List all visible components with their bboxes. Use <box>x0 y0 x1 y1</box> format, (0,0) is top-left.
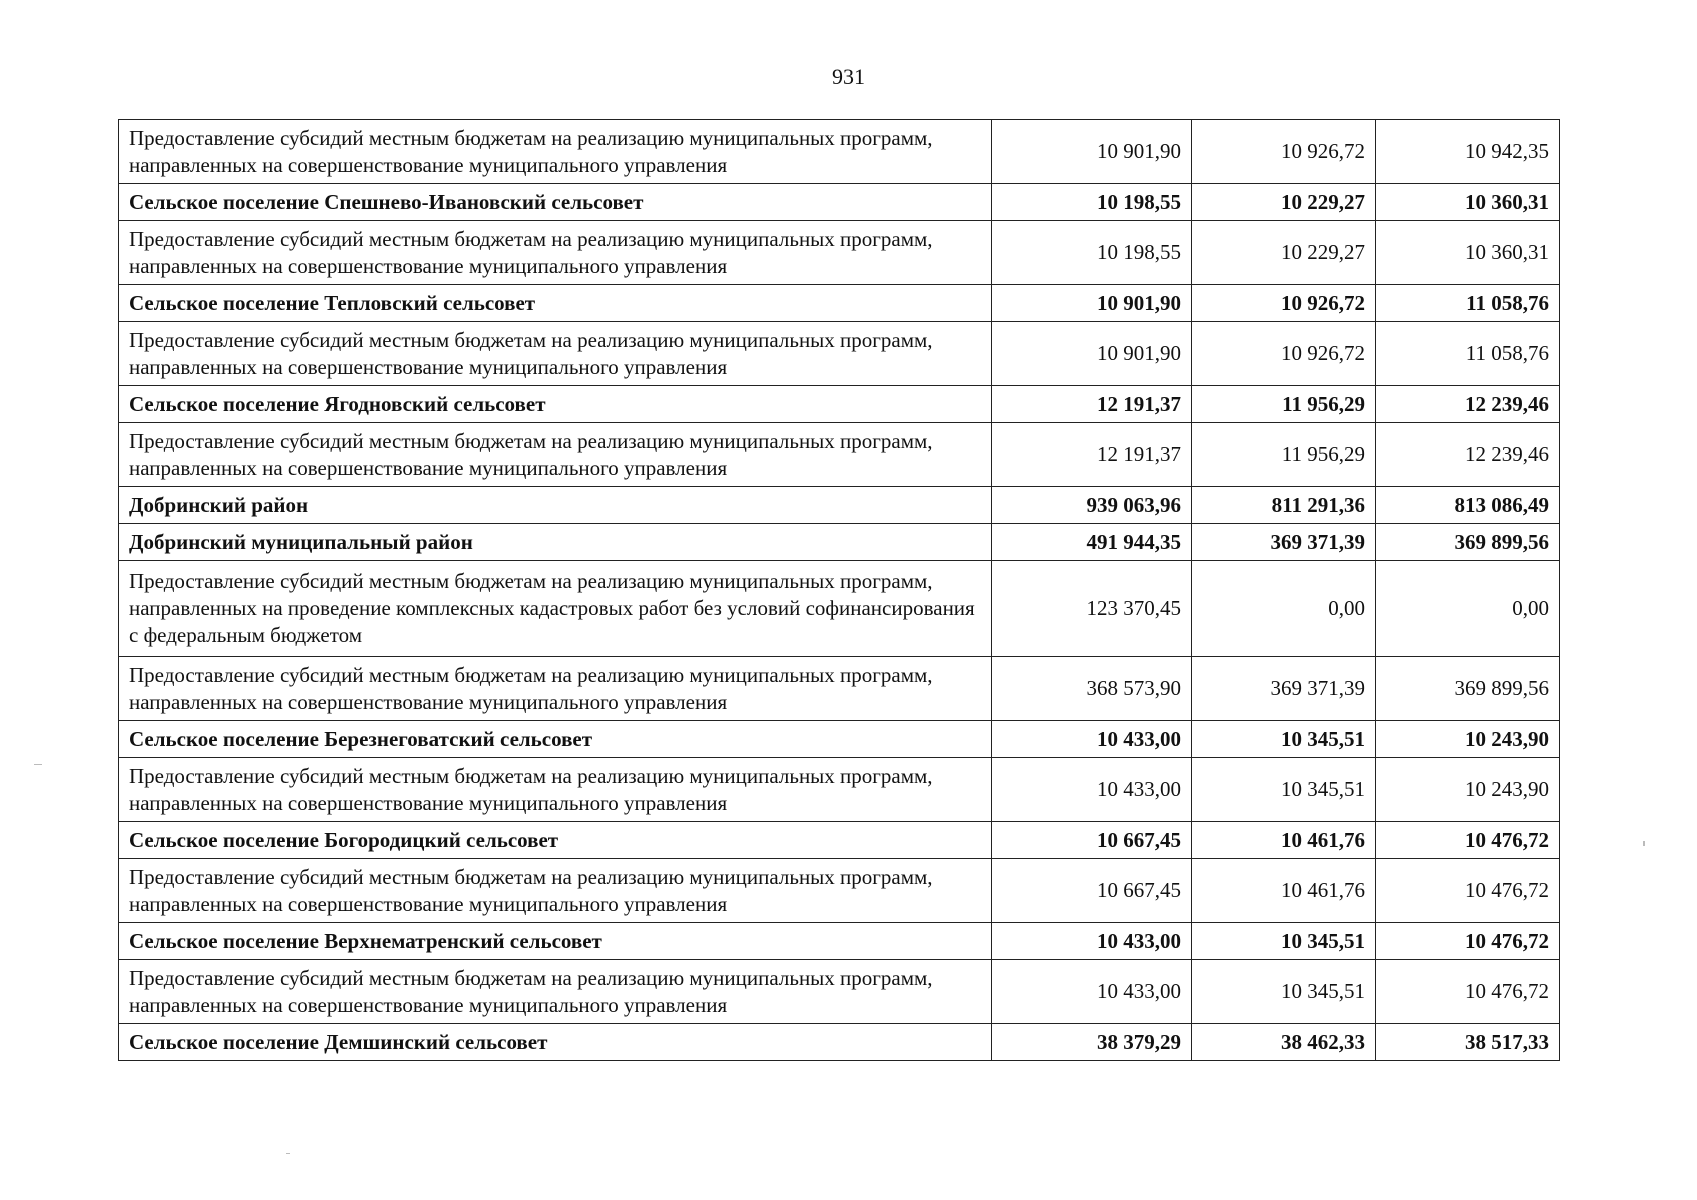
value-col-2: 10 229,27 <box>1192 184 1376 221</box>
scan-speck <box>286 1153 290 1154</box>
table-row-item <box>119 322 1560 386</box>
value-col-3: 10 360,31 <box>1376 184 1560 221</box>
row-name: Предоставление субсидий местным бюджетам на реализацию муниципальных программ, направленных на совершенствование муниципального управления <box>119 960 992 1024</box>
value-col-3: 10 476,72 <box>1376 859 1560 923</box>
table-row-header <box>119 923 1560 960</box>
value-col-1: 123 370,45 <box>992 561 1192 657</box>
row-name: Сельское поселение Богородицкий сельсовет <box>119 822 992 859</box>
value-col-1: 368 573,90 <box>992 657 1192 721</box>
value-col-1: 10 433,00 <box>992 758 1192 822</box>
value-col-1: 10 198,55 <box>992 184 1192 221</box>
value-col-3: 10 476,72 <box>1376 822 1560 859</box>
row-name: Предоставление субсидий местным бюджетам на реализацию муниципальных программ, направленных на совершенствование муниципального управления <box>119 859 992 923</box>
table-row-header <box>119 487 1560 524</box>
value-col-3: 10 942,35 <box>1376 120 1560 184</box>
value-col-1: 10 433,00 <box>992 960 1192 1024</box>
table-row-header <box>119 822 1560 859</box>
row-name: Сельское поселение Верхнематренский сельсовет <box>119 923 992 960</box>
value-col-1: 10 901,90 <box>992 285 1192 322</box>
value-col-3: 813 086,49 <box>1376 487 1560 524</box>
row-name: Предоставление субсидий местным бюджетам на реализацию муниципальных программ, направленных на совершенствование муниципального управления <box>119 120 992 184</box>
value-col-1: 12 191,37 <box>992 386 1192 423</box>
value-col-2: 11 956,29 <box>1192 386 1376 423</box>
value-col-1: 10 433,00 <box>992 721 1192 758</box>
row-name: Предоставление субсидий местным бюджетам на реализацию муниципальных программ, направленных на совершенствование муниципального управления <box>119 221 992 285</box>
table-row-header <box>119 1024 1560 1061</box>
value-col-3: 12 239,46 <box>1376 386 1560 423</box>
table-row-header <box>119 184 1560 221</box>
value-col-2: 369 371,39 <box>1192 657 1376 721</box>
scan-speck <box>1643 841 1645 846</box>
row-name: Сельское поселение Демшинский сельсовет <box>119 1024 992 1061</box>
value-col-3: 10 476,72 <box>1376 960 1560 1024</box>
value-col-2: 10 926,72 <box>1192 120 1376 184</box>
value-col-3: 369 899,56 <box>1376 524 1560 561</box>
page-number: 931 <box>832 64 865 89</box>
table-row-item <box>119 120 1560 184</box>
row-name: Сельское поселение Спешнево-Ивановский сельсовет <box>119 184 992 221</box>
row-name: Сельское поселение Тепловский сельсовет <box>119 285 992 322</box>
row-name: Предоставление субсидий местным бюджетам на реализацию муниципальных программ, направленных на проведение комплексных кадастровых работ без условий софинансирования с федеральным бюджетом <box>119 561 992 657</box>
value-col-3: 12 239,46 <box>1376 423 1560 487</box>
value-col-2: 10 345,51 <box>1192 960 1376 1024</box>
table-row-header <box>119 524 1560 561</box>
row-name: Предоставление субсидий местным бюджетам на реализацию муниципальных программ, направленных на совершенствование муниципального управления <box>119 758 992 822</box>
row-name: Предоставление субсидий местным бюджетам на реализацию муниципальных программ, направленных на совершенствование муниципального управления <box>119 322 992 386</box>
row-name: Добринский муниципальный район <box>119 524 992 561</box>
value-col-1: 491 944,35 <box>992 524 1192 561</box>
value-col-1: 10 901,90 <box>992 120 1192 184</box>
value-col-2: 369 371,39 <box>1192 524 1376 561</box>
table-row-header <box>119 721 1560 758</box>
value-col-2: 10 229,27 <box>1192 221 1376 285</box>
table-row-item <box>119 423 1560 487</box>
row-name: Сельское поселение Березнеговатский сельсовет <box>119 721 992 758</box>
row-name: Предоставление субсидий местным бюджетам на реализацию муниципальных программ, направленных на совершенствование муниципального управления <box>119 657 992 721</box>
value-col-3: 10 243,90 <box>1376 721 1560 758</box>
value-col-2: 10 345,51 <box>1192 758 1376 822</box>
value-col-3: 10 243,90 <box>1376 758 1560 822</box>
scan-speck <box>34 764 42 765</box>
value-col-1: 10 667,45 <box>992 859 1192 923</box>
value-col-2: 10 345,51 <box>1192 923 1376 960</box>
value-col-3: 10 360,31 <box>1376 221 1560 285</box>
value-col-3: 0,00 <box>1376 561 1560 657</box>
value-col-2: 10 345,51 <box>1192 721 1376 758</box>
value-col-1: 939 063,96 <box>992 487 1192 524</box>
table-row-item <box>119 221 1560 285</box>
row-name: Сельское поселение Ягодновский сельсовет <box>119 386 992 423</box>
value-col-1: 10 433,00 <box>992 923 1192 960</box>
value-col-2: 11 956,29 <box>1192 423 1376 487</box>
value-col-3: 10 476,72 <box>1376 923 1560 960</box>
value-col-1: 10 901,90 <box>992 322 1192 386</box>
table-row-item <box>119 657 1560 721</box>
value-col-3: 38 517,33 <box>1376 1024 1560 1061</box>
value-col-3: 11 058,76 <box>1376 285 1560 322</box>
table-row-item <box>119 960 1560 1024</box>
value-col-2: 10 926,72 <box>1192 322 1376 386</box>
value-col-2: 10 926,72 <box>1192 285 1376 322</box>
table-row-item <box>119 758 1560 822</box>
value-col-3: 369 899,56 <box>1376 657 1560 721</box>
table-row-item <box>119 561 1560 657</box>
value-col-2: 38 462,33 <box>1192 1024 1376 1061</box>
value-col-2: 10 461,76 <box>1192 859 1376 923</box>
budget-table <box>118 119 1560 1061</box>
value-col-1: 38 379,29 <box>992 1024 1192 1061</box>
row-name: Добринский район <box>119 487 992 524</box>
value-col-1: 12 191,37 <box>992 423 1192 487</box>
value-col-1: 10 667,45 <box>992 822 1192 859</box>
table-row-header <box>119 386 1560 423</box>
table-row-item <box>119 859 1560 923</box>
value-col-3: 11 058,76 <box>1376 322 1560 386</box>
value-col-2: 0,00 <box>1192 561 1376 657</box>
value-col-2: 811 291,36 <box>1192 487 1376 524</box>
row-name: Предоставление субсидий местным бюджетам на реализацию муниципальных программ, направленных на совершенствование муниципального управления <box>119 423 992 487</box>
value-col-1: 10 198,55 <box>992 221 1192 285</box>
value-col-2: 10 461,76 <box>1192 822 1376 859</box>
table-row-header <box>119 285 1560 322</box>
